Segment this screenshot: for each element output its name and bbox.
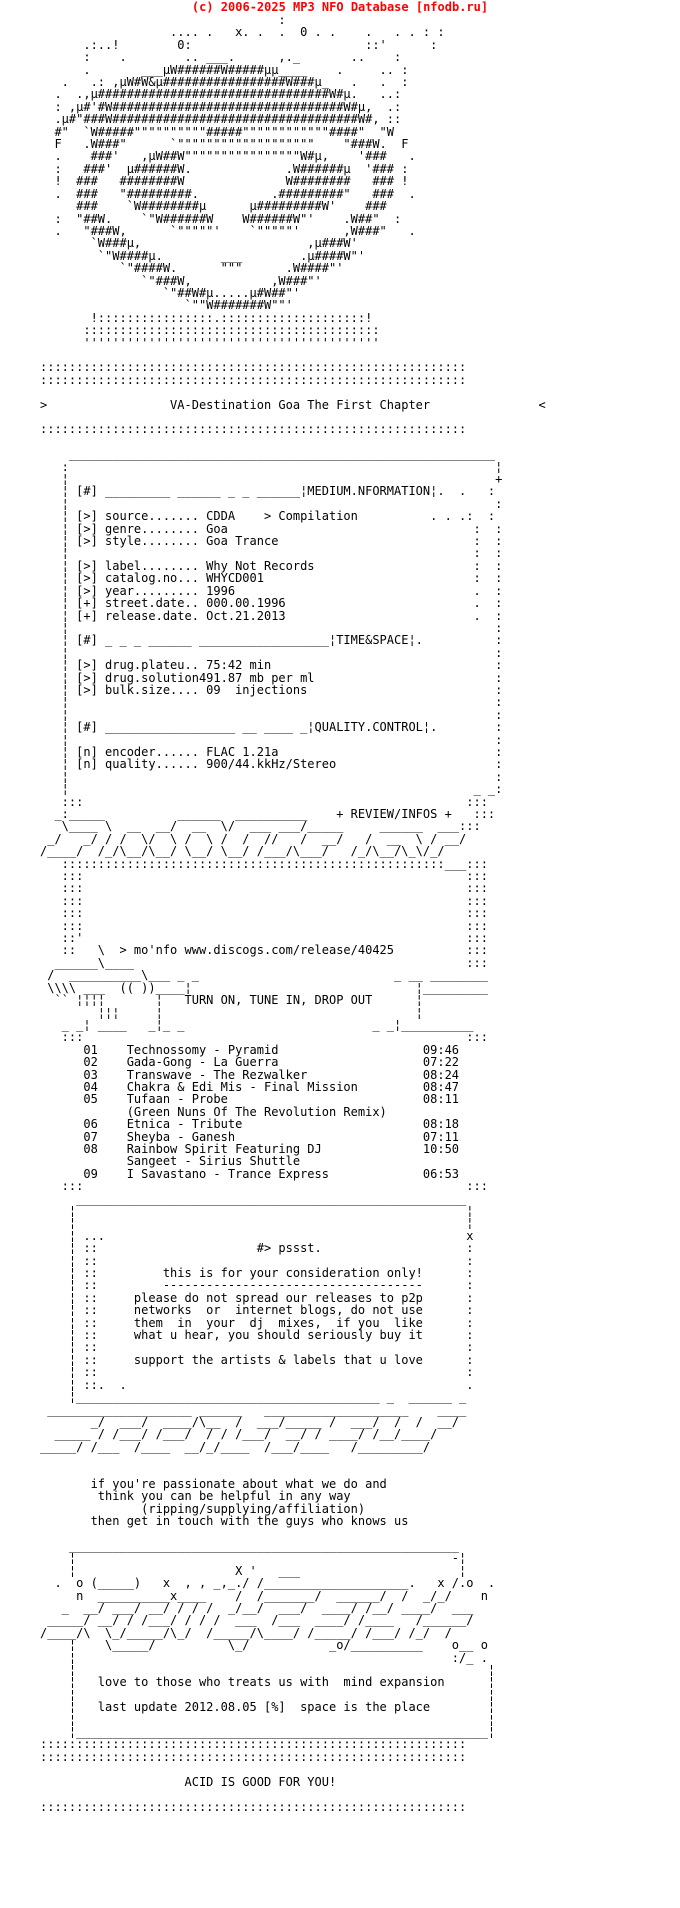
nfo-text-block: : .... . x. . . 0 . . . . . : : .:..! 0: ::' : : . .. ___. ,._ .. : . ___µW######W#####µµ____ . .. : . .: ,µW#W&µ#################W###µ_ . . : . .,µ################################W#µ. ..: : ,µ#'#W################################W#µ, .: .µ#"###W##################################W#, :: #" `W#####""""""""""#####""""""""""""####" "W F .W###" `""""""""""""""""""" "###W. F . ###' ,µW##W""""""""""""""""W#µ, '### . : ###' µ######W. .W######µ '### : ! ### ########W W######## ### ! . ### "#########. .#########" ### . ### `W########µ µ#########W' ### : "##W. `"W######W W######W"' .W##" : . "###W, `"""""' `"""""' ,W###" . `W###µ, ,µ###W' `"W####µ. ___ .µ####W"' `"####W. """ .W####"' `"###W, ,W###"' `"##W#µ.....µ#W##"' `""W#######W""' !::::::::::::::::.::::::::::::::::::::! ::::::::::::::::::::::::::::::::::::::::: ''''''''''''''''''''''''''''''''''''''''' ::::::::::::::::::::::::::::::::::::::::::::::::::::::::::: ::::::::::::::::::::::::::::::::::::::::::::::::::::::::::: > VA-Destination Goa The First Chapter < ::::::::::::::::::::::::::::::::::::::::::::::::::::::::::: ___________________________________________________________ : ¦ ¦ + ¦ [#] _________ ______ _ _ ______¦MEDIUM.NFORMATION¦. . : ¦ : ¦ [>] source....... CDDA > Compilation . . .: : ¦ [>] genre........ Goa : : ¦ [>] style........ Goa Trance : : ¦ : : ¦ [>] label........ Why Not Records : : ¦ [>] catalog.no... WHYCD001 : : ¦ [>] year......... 1996 . : ¦ [+] street.date.. 000.00.1996 . : ¦ [+] release.date. Oct.21.2013 . : ¦ : ¦ [#] _ _ _ ______ __________________¦TIME&SPACE¦. : ¦ : ¦ [>] drug.plateu.. 75:42 min : ¦ [>] drug.solution491.87 mb per ml : ¦ [>] bulk.size.... 09 injections : ¦ : ¦ : ¦ [#] __________________ __ ____ _¦QUALITY.CONTROL¦. : ¦ : ¦ [n] encoder...... FLAC 1.21a : ¦ [n] quality...... 900/44.kkHz/Stereo : ¦ : ¦ _ _: ::: ::: _:_____ ______ __________ + REVIEW/INFOS + ::: \____ \ __ __/ __ \/ ___ ___/_____ ______ ___::: _/ _/ / / \/ \ / \ / / // / __/ / __ \ / __/ /____/ /_/\__/\__/ \__/ \__/ /___/\___/ /_/\__/\_\/_/ :::::::::::::::::::::::::::::::::::::::::::::::::::::___::: ::: ::: ::: ::: ::: ::: ::: ::: ::: ::: ::' ::: :: \ > mo'nfo www.discogs.com/release/40425 ::: ______\____ ::: / __________\___ _ _ _ __ ________ \\\\ ___ (( ))____¦ ¦_________ `` ¦¦¦¦ ¦ TURN ON, TUNE IN, DROP OUT ¦ ¦¦¦ ¦ ¦ _ _¦ ____ _¦_ _ _ _¦__________ ::: ::: 01 Technossomy - Pyramid 09:46 02 Gada-Gong - La Guerra 07:22 03 Transwave - The Rezwalker 08:24 04 Chakra & Edi Mis - Final Mission 08:47 05 Tufaan - Probe 08:11 (Green Nuns Of The Revolution Remix) 06 Etnica - Tribute 08:18 07 Sheyba - Ganesh 07:11 08 Rainbow Spirit Featuring DJ 10:50 Sangeet - Sirius Shuttle 09 I Savastano - Trance Express 06:53 ::: ::: ______________________________________________________ ¦ ¦ ¦ ¦ ¦ ... x ¦ :: #> pssst. : ¦ :: : ¦ :: this is for your consideration only! : ¦ :: ------------------------------------ : ¦ :: please do not spread our releases to p2p : ¦ :: networks or internet blogs, do not use : ¦ :: them in your dj mixes, if you like : ¦ :: what u hear, you should seriously buy it : ¦ :: : ¦ :: support the artists & labels that u love : ¦ :: : ¦ ::. . . ¦__________________________________________ _ ______ _ ____________________ ______ ____________________ ____ _/ ___/ ____/\__ / ___/_____ / ___/ / / __/ _____ / /___/ /___/ / / /___/ __/ / ____/ /__/____/ _____/ /___ /____ __/_/____ /___/____ /_________/ if you're passionate about what we do and think you can be helpful in any way (ripping/supplying/affiliation) then get in touch with the guys who knows us ______________________________________________________ ¦ -¦ ¦ X ' ___ ¦ . o (_____) x , , _,_./ /____________________. x /.o . n __________x____ / /_______/ ______/ / _/_/ n _ __/ ___/ __/ / / / _/__/ ___/ ____/ /__/ ____/ ___ _____/ __/ / /___/ / / / ___ /___ ____/ /____ /______/ /____/\ \_/_____/\_/ /_____/\____/ /_____/ /___/ /_/ / ¦ \_____/ \_/ _o/__________ o__ o ¦ :/_ . ¦ ¦ ¦ love to those who treats us with mind expansion ¦ ¦ ¦ ¦ last update 2012.08.05 [%] space is the place ¦ ¦ ¦ ¦_________________________________________________________¦ ::::::::::::::::::::::::::::::::::::::::::::::::::::::::::: ::::::::::::::::::::::::::::::::::::::::::::::::::::::::::: ACID IS GOOD FOR YOU! ::::::::::::::::::::::::::::::::::::::::::::::::::::::::::: — [40, 14, 546, 1814]
site-credit: (c) 2006-2025 MP3 NFO Database [nfodb.ru] — [191, 0, 489, 14]
